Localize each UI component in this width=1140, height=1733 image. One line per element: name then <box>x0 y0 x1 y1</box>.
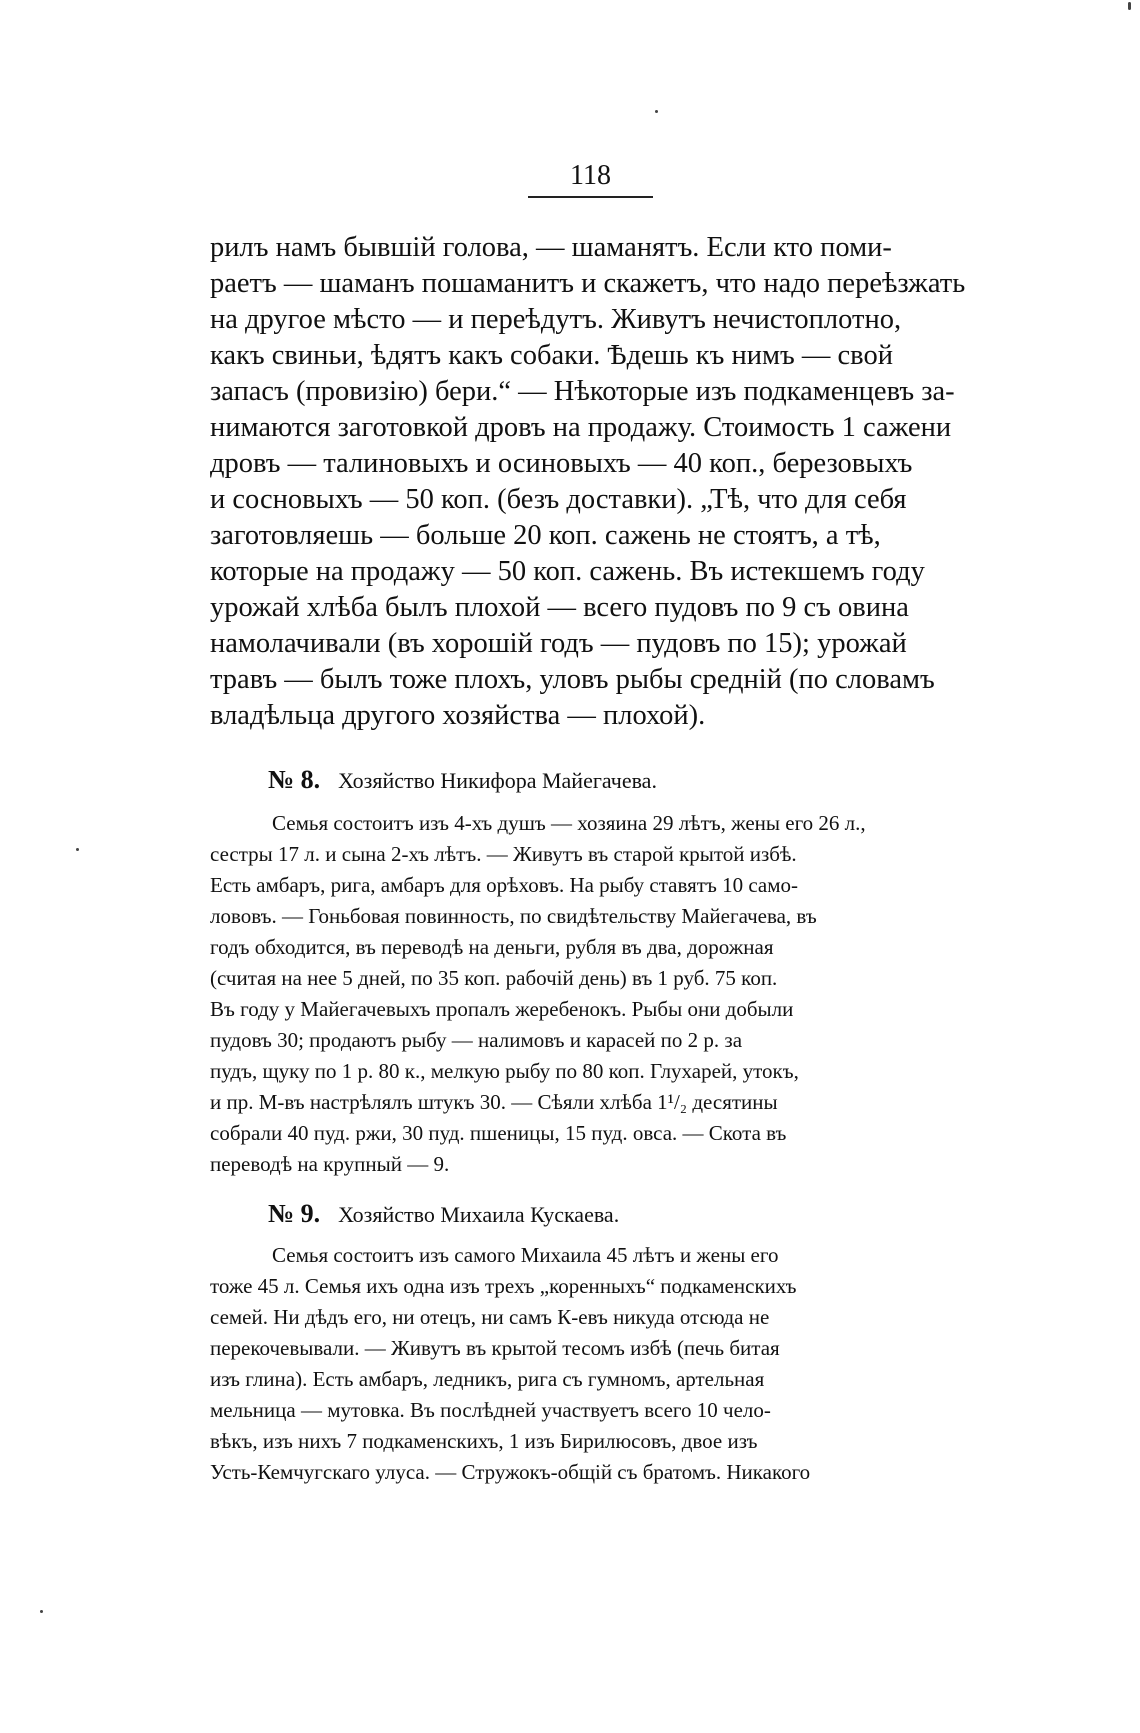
text-line: дровъ — талиновыхъ и осиновыхъ — 40 коп., березовыхъ <box>210 448 913 479</box>
scan-speck <box>76 848 79 851</box>
text-line: владѣльца другого хозяйства — плохой). <box>210 700 706 731</box>
text-line: переводѣ на крупный — 9. <box>210 1152 450 1176</box>
text-line: какъ свиньи, ѣдятъ какъ собаки. Ѣдешь къ нимъ — свой <box>210 340 893 371</box>
section-9-heading <box>268 1198 619 1230</box>
text-line: лововъ. — Гоньбовая повинность, по свидѣтельству Майегачева, въ <box>210 904 817 928</box>
text-line: Есть амбаръ, рига, амбаръ для орѣховъ. На рыбу ставятъ 10 само- <box>210 873 799 897</box>
section-8-title: Хозяйство Никифора Майегачева. <box>338 768 657 793</box>
section-9-title: Хозяйство Михаила Кускаева. <box>338 1202 620 1227</box>
text-line: травъ — былъ тоже плохъ, уловъ рыбы средній (по словамъ <box>210 664 935 695</box>
text-line: пудъ, щуку по 1 р. 80 к., мелкую рыбу по 80 коп. Глухарей, утокъ, <box>210 1059 799 1083</box>
scan-speck <box>40 1610 43 1613</box>
section-9-number: № 9. <box>268 1199 321 1228</box>
text-line: мельница — мутовка. Въ послѣдней участвуетъ всего 10 чело- <box>210 1398 771 1422</box>
text-line: намолачивали (въ хорошій годъ — пудовъ по 15); урожай <box>210 628 907 659</box>
text-line: семей. Ни дѣдъ его, ни отецъ, ни самъ К-евъ никуда отсюда не <box>210 1305 770 1329</box>
text-line: заготовляешь — больше 20 коп. сажень не стоятъ, а тѣ, <box>210 520 881 551</box>
scan-speck <box>655 110 658 113</box>
text-line: вѣкъ, изъ нихъ 7 подкаменскихъ, 1 изъ Бирилюсовъ, двое изъ <box>210 1429 758 1453</box>
text-line: изъ глина). Есть амбаръ, ледникъ, рига съ гумномъ, артельная <box>210 1367 765 1391</box>
text-line: собрали 40 пуд. ржи, 30 пуд. пшеницы, 15 пуд. овса. — Скота въ <box>210 1121 787 1145</box>
page-number: 118 <box>570 160 611 191</box>
text-line: нимаются заготовкой дровъ на продажу. Стоимость 1 сажени <box>210 412 952 443</box>
text-line: Семья состоитъ изъ 4-хъ душъ — хозяина 29 лѣтъ, жены его 26 л., <box>272 811 866 835</box>
text-line: рилъ намъ бывшій голова, — шаманятъ. Если кто поми- <box>210 232 892 263</box>
text-line: Усть-Кемчугскаго улуса. — Стружокъ-общій съ братомъ. Никакого <box>210 1460 811 1484</box>
text-line: запасъ (провизію) бери.“ — Нѣкоторые изъ подкаменцевъ за- <box>210 376 955 407</box>
section-8-heading <box>268 764 657 796</box>
page-number-rule <box>528 196 653 198</box>
text-line: раетъ — шаманъ пошаманитъ и скажетъ, что надо переѣзжать <box>210 268 966 299</box>
text-line: Въ году у Майегачевыхъ пропалъ жеребенокъ. Рыбы они добыли <box>210 997 794 1021</box>
text-line: годъ обходится, въ переводѣ на деньги, рубля въ два, дорожная <box>210 935 774 959</box>
text-line: сестры 17 л. и сына 2-хъ лѣтъ. — Живутъ въ старой крытой избѣ. <box>210 842 797 866</box>
text-line: тоже 45 л. Семья ихъ одна изъ трехъ „коренныхъ“ подкаменскихъ <box>210 1274 797 1298</box>
scan-mark <box>1128 2 1131 10</box>
text-line: перекочевывали. — Живутъ въ крытой тесомъ избѣ (печь битая <box>210 1336 780 1360</box>
text-line: которые на продажу — 50 коп. сажень. Въ истекшемъ году <box>210 556 925 587</box>
text-line: урожай хлѣба былъ плохой — всего пудовъ по 9 съ овина <box>210 592 909 623</box>
text-line: (считая на нее 5 дней, по 35 коп. рабочій день) въ 1 руб. 75 коп. <box>210 966 778 990</box>
text-line: пудовъ 30; продаютъ рыбу — налимовъ и карасей по 2 р. за <box>210 1028 743 1052</box>
section-8-number: № 8. <box>268 765 321 794</box>
text-line: на другое мѣсто — и переѣдутъ. Живутъ нечистоплотно, <box>210 304 902 335</box>
text-line: и сосновыхъ — 50 коп. (безъ доставки). „Тѣ, что для себя <box>210 484 907 515</box>
text-line: и пр. М-въ настрѣлялъ штукъ 30. — Сѣяли хлѣба 1¹/₂ десятины <box>210 1090 778 1114</box>
text-line: Семья состоитъ изъ самого Михаила 45 лѣтъ и жены его <box>272 1243 779 1267</box>
